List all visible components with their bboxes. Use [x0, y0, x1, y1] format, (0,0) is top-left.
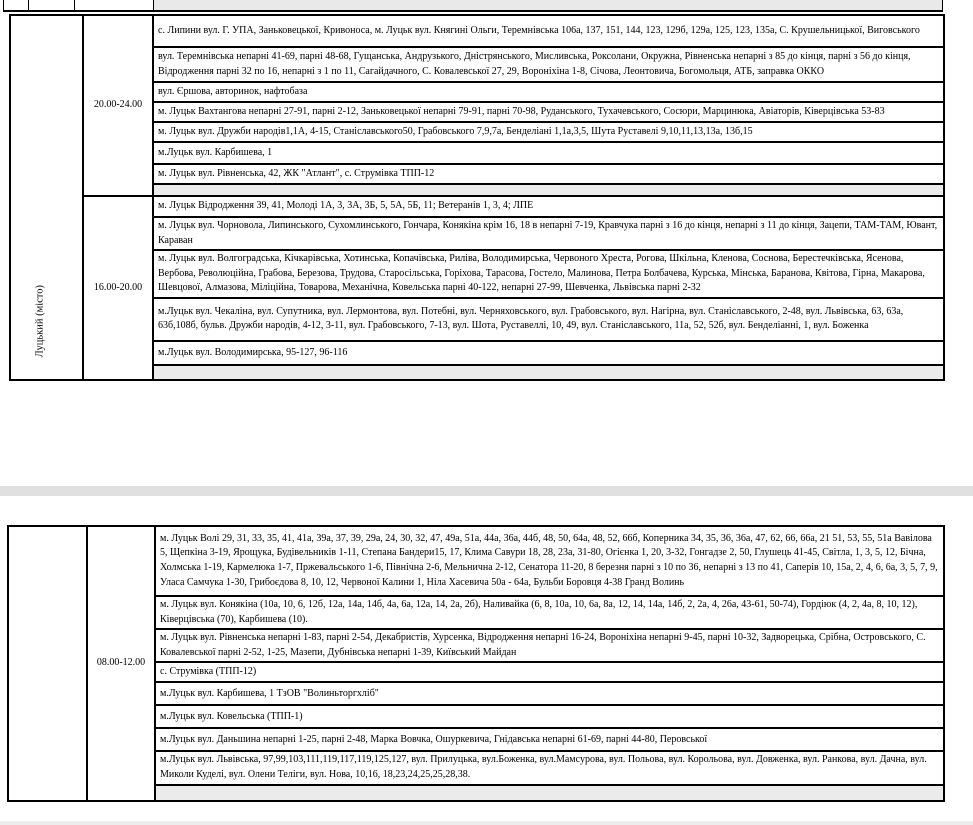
next-section-edge — [0, 821, 973, 825]
street-list-cell: м. Луцьк вул. Волгоградська, Кічкарівська, Хотинська, Копачівська, Риліва, Володимирська, Червоного Хреста, Рогова, Шкільна, Кленова, Соснова, Берестечківська, Ясенова, Вербова, Революційна, Грабова, Березова, Трудова, Старосільська, Горіхова, Тарасова, Гостело, Малинова, Петра Болбачева, Курська, Мінська, Баранова, Квітова, Гірна, Макарова, Шевцової, Алмазова, Міліційна, Товарова, Механічна, Ковельська парні 40-122, непарні 27-99, Шевченка, Львівська парні 2-32 — [153, 250, 944, 298]
street-list-cell: м.Луцьк вул. Ковельська (ТПП-1) — [155, 705, 944, 728]
table-row — [8, 526, 944, 596]
table-row — [10, 196, 944, 217]
street-list-cell: м.Луцьк вул. Володимирська, 95-127, 96-116 — [153, 341, 944, 365]
street-list-cell: с. Струмівка (ТПП-12) — [155, 662, 944, 682]
sliver-cell — [74, 0, 153, 10]
street-list-cell: м.Луцьк вул. Львівська, 97,99,103,111,119,117,119,125,127, вул. Прилуцька, вул.Боженка, вул.Мамсурова, вул. Польова, вул. Корольова, вул. Довженка, вул. Ранкова, вул. Дачна, вул. Миколи Куделі, вул. Олени Теліги, вул. Нова, 10,16, 18,23,24,25,25,28,38. — [155, 751, 944, 784]
section-divider-band — [0, 486, 973, 496]
street-list-cell: м. Луцьк вул. Рівненська, 42, ЖК "Атлант", с. Струмівка ТПП-12 — [153, 164, 944, 184]
street-list-cell: м.Луцьк вул. Даньшина непарні 1-25, парні 2-48, Марка Вовчка, Ошуркевича, Гнідавська непарні 61-69, парні 44-80, Перовської — [155, 728, 944, 751]
empty-gray-row — [155, 785, 944, 801]
street-list-cell: м. Луцьк вул. Дружби народів1,1А, 4-15, Станіславського50, Грабовського 7,9,7а, Бенделіані 1,1а,3,5, Шута Руставелі 9,10,11,13,13а, 13б,15 — [153, 122, 944, 142]
table-fragment-top — [3, 0, 943, 12]
street-list-cell: м. Луцьк вул. Чорновола, Липинського, Сухомлинського, Гончара, Конякіна крім 16, 18 в непарні 7-19, Кравчука парні з 16 до кінця, непарні з 11 до кінця, Зацепи, ТАМ-ТАМ, Ювант, Караван — [153, 217, 944, 250]
time-slot-cell: 08.00-12.00 — [87, 526, 155, 801]
sliver-cell-gray — [153, 0, 943, 10]
time-slot-cell: 20.00-24.00 — [83, 15, 153, 196]
street-list-cell: м. Луцьк Вахтангова непарні 27-91, парні 2-12, Заньковецької непарні 79-91, парні 70-98, Руданського, Тухачевського, Сосюри, Марцинюка, Авіаторів, Ківерцівська 53-83 — [153, 102, 944, 122]
sliver-cell — [3, 0, 28, 10]
table-row — [10, 15, 944, 47]
street-list-cell: вул. Теремнівська непарні 41-69, парні 48-68, Гущанська, Андрузького, Дністрянського, Мисливська, Роксолани, Окружна, Рівненська непарні з 85 до кінця, парні з 56 до кінця, Відродження парні 32 по 16, непарні з 1 по 11, Сагайдачного, С. Ковалевської 27, 29, Вороніхіна 1-8, Січова, Леонтовича, Богомольця, АТБ, заправка ОККО — [153, 47, 944, 82]
time-slot-cell: 16.00-20.00 — [83, 196, 153, 380]
street-list-cell: м. Луцьк вул. Конякіна (10а, 10, 6, 12б, 12а, 14а, 14б, 4а, 6а, 12а, 14, 2а, 2б), Наливайка (6, 8, 10а, 10, 6а, 8а, 12, 14, 14а, 14б, 2, 2а, 4, 26а, 43-61, 50-74), Гордіюк (4, 2, 4а, 8, 10, 12), Ківерцівська (70), Карбишева (10). — [155, 596, 944, 629]
street-list-cell: м.Луцьк вул. Карбишева, 1 ТзОВ "Волиньторгхліб" — [155, 682, 944, 705]
region-label: Луцький (місто) — [34, 284, 46, 357]
street-list-cell: вул. Єршова, авторинок, нафтобаза — [153, 82, 944, 102]
street-list-cell: м.Луцьк вул. Карбишева, 1 — [153, 142, 944, 164]
street-list-cell: м. Луцьк Волі 29, 31, 33, 35, 41, 41а, 39а, 37, 39, 29а, 24, 30, 32, 47, 49а, 51а, 44а, 36а, 44б, 48, 50, 64а, 48, 52, 66б, Коперника 34, 35, 36, 36а, 47, 62, 66, 66а, 21 51, 53, 55, 51а Вавілова 5, Щепкіна 3-19, Ярощука, Будівельників 1-11, Степана Бандери15, 17, Клима Савури 18, 28, 23а, 31-80, Огієнка 1, 20, 3-32, Гонгадзе 2, 50, Глушець 41-45, Світла, 1, 3, 5, 12, Бічна, Холмська 1-19, Кармелюка 1-7, Пржевальського 1-6, Північна 2-6, Мельнична 2-12, Сенатора 11-20, 8 березня парні з 10 по 36, непарні з 13 по 41, Саперів 10, 15а, 2, 4, 6, 6а, 3, 5, 7, 9, Уласа Самчука 1-30, Грибоєдова 8, 10, 12, Червоної Калини 1, Ніла Хасевича 50а - 64а, Бульби Боровця 4-38 Гранд Волинь — [155, 526, 944, 596]
street-list-cell: с. Липини вул. Г. УПА, Заньковецької, Кривоноса, м. Луцьк вул. Княгині Ольги, Теремнівська 106а, 137, 151, 144, 123, 129б, 129а, 125, 123, 135а, С. Крушельницької, Виговського — [153, 15, 944, 47]
schedule-table-morning — [7, 525, 945, 802]
street-list-cell: м.Луцьк вул. Чекаліна, вул. Супутника, вул. Лермонтова, вул. Потебні, вул. Черняховського, вул. Грабовського, вул. Нагірна, вул. Станіславського, 2-48, вул. Львівська, 63, 63а, 63б,108б, бульв. Дружби народів, 4-12, 3-11, вул. Грабовського, 7-13, вул. Шота, Руставеллі, 10, 49, вул. Станіславського, 11а, 52, 52б, вул. Бенделіанні, 1, вул. Боженка — [153, 298, 944, 341]
street-list-cell: м. Луцьк вул. Рівненська непарні 1-83, парні 2-54, Декабристів, Хурсенка, Відродження непарні 16-24, Вороніхіна непарні 9-45, парні 10-32, Задворецька, Срібна, Островського, С. Ковалевської парні 2-52, 1-25, Мазепи, Дубнівська непарні 1-39, Київський Майдан — [155, 629, 944, 662]
empty-gray-row — [153, 365, 944, 380]
sliver-cell — [28, 0, 74, 10]
schedule-table-evening — [9, 14, 945, 381]
region-cell — [8, 526, 87, 801]
region-cell — [10, 15, 83, 380]
street-list-cell: м. Луцьк Відродження 39, 41, Молоді 1А, 3, 3А, 3Б, 5, 5А, 5Б, 11; Ветеранів 1, 3, 4; ЛПЕ — [153, 196, 944, 217]
empty-gray-row — [153, 184, 944, 196]
